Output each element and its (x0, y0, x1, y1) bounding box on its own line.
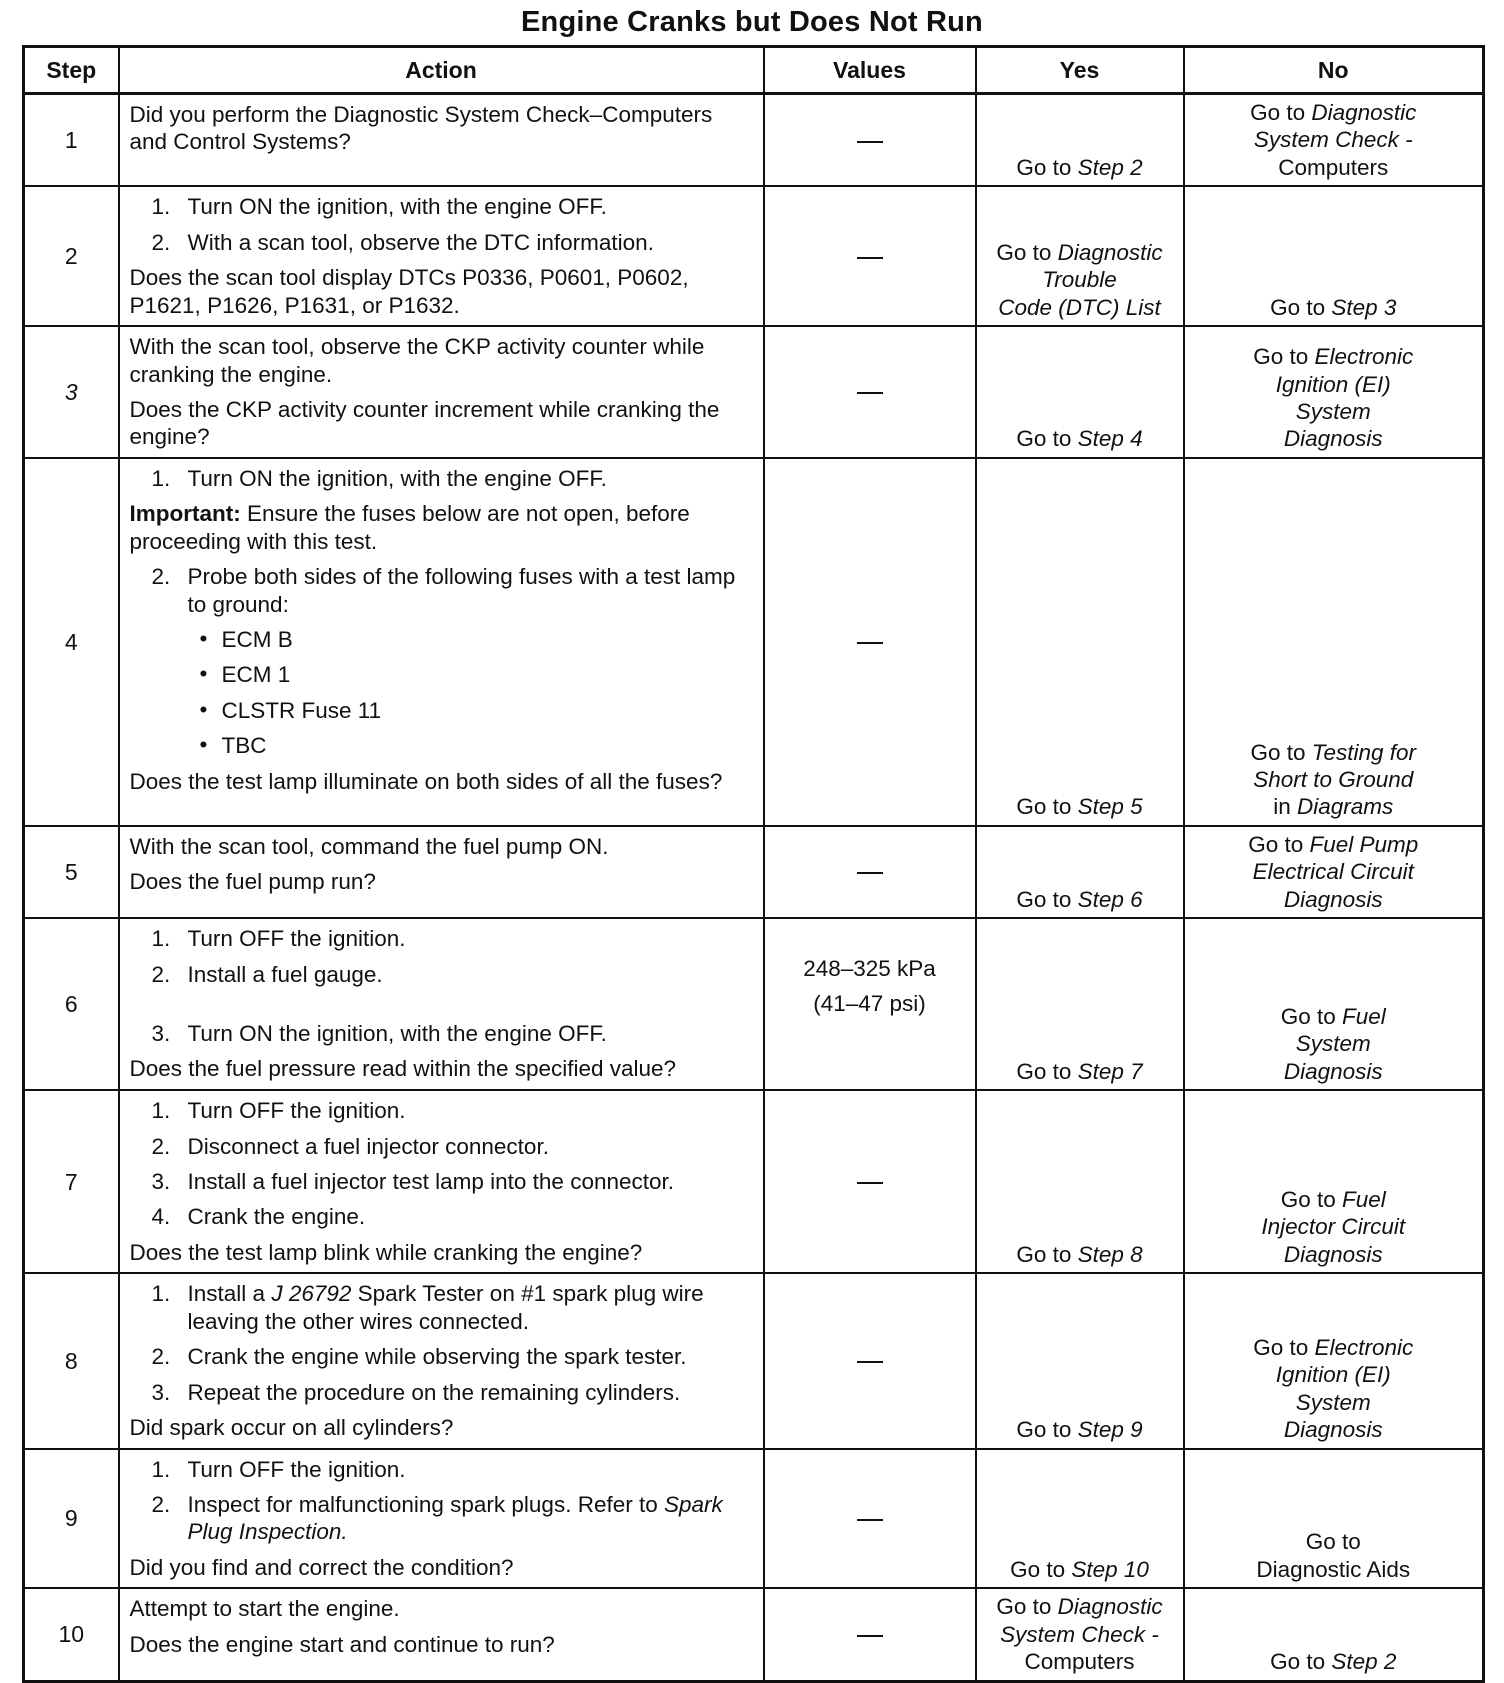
no-link-line[interactable]: Diagnosis (1283, 426, 1383, 452)
action-substep: 2. Inspect for malfunctioning spark plugs. Refer to Spark Plug Inspection. (151, 1491, 723, 1545)
yes-step-link[interactable]: Step 8 (1077, 1241, 1143, 1267)
action-substep: 1. Turn OFF the ignition. (151, 926, 406, 952)
values-cell (764, 458, 976, 826)
no-link-line[interactable]: Short to Ground (1253, 766, 1414, 792)
page-title: Engine Cranks but Does Not Run (521, 6, 983, 38)
fuse-item: • CLSTR Fuse 11 (199, 696, 382, 723)
action-cell (119, 918, 764, 1090)
no-link-line[interactable]: Computers (1278, 154, 1389, 180)
step-number: 7 (24, 1090, 119, 1273)
header-step: Step (24, 47, 119, 94)
no-cell (1184, 1090, 1484, 1273)
empty-value-dash (857, 1519, 883, 1521)
no-cell (1184, 186, 1484, 326)
values-cell (764, 918, 976, 1090)
action-substep: 3. Install a fuel injector test lamp into the connector. (151, 1169, 675, 1194)
action-substep: 2. With a scan tool, observe the DTC information. (151, 229, 654, 255)
table-row (24, 1449, 1484, 1589)
empty-value-dash (857, 642, 883, 644)
no-link-line[interactable]: System Check - (1253, 127, 1413, 153)
go-to-text: Go to (1016, 794, 1072, 820)
action-question: Did you perform the Diagnostic System Check–Computers and Control Systems? (129, 102, 713, 155)
no-link-line[interactable]: Diagrams (1297, 794, 1394, 820)
yes-link-line[interactable]: Trouble (1042, 267, 1117, 293)
empty-value-dash (857, 392, 883, 394)
no-step-link[interactable]: Step 3 (1331, 294, 1397, 320)
go-to-text: Go to (1253, 344, 1309, 370)
empty-value-dash (857, 1182, 883, 1184)
no-cell (1184, 326, 1484, 458)
yes-link-line[interactable]: Diagnostic (1057, 239, 1163, 265)
action-substep: 2. Install a fuel gauge. (151, 961, 383, 987)
fuse-item: • ECM 1 (199, 661, 291, 688)
no-cell (1184, 1449, 1484, 1589)
header-no: No (1184, 47, 1484, 94)
action-cell (119, 458, 764, 826)
go-to-text: Go to (1248, 831, 1304, 857)
no-link-line[interactable]: Fuel (1342, 1003, 1386, 1029)
no-link-line: Go to (1305, 1529, 1361, 1555)
go-to-text: Go to (1016, 154, 1072, 180)
header-action: Action (119, 47, 764, 94)
values-cell (764, 1449, 976, 1589)
go-to-text: Go to (1250, 100, 1306, 125)
action-question: Does the test lamp illuminate on both sides of all the fuses? (129, 768, 723, 794)
action-cell (119, 826, 764, 918)
no-cell (1184, 458, 1484, 826)
empty-value-dash (857, 141, 883, 143)
action-instruction: With the scan tool, observe the CKP activity counter while cranking the engine. (129, 334, 705, 387)
action-substep: 1. Turn OFF the ignition. (151, 1098, 406, 1124)
no-link-line[interactable]: Diagnostic (1311, 100, 1417, 125)
action-substep: 1. Turn ON the ignition, with the engine OFF. (151, 194, 607, 220)
action-question: Does the CKP activity counter increment while cranking the engine? (129, 396, 720, 450)
go-to-text: Go to (1270, 294, 1326, 320)
no-link-line[interactable]: Ignition (EI) (1275, 1362, 1391, 1388)
no-link-line[interactable]: Diagnostic Aids (1256, 1556, 1411, 1582)
fuse-item: • ECM B (199, 626, 293, 652)
tool-reference: J 26792 (271, 1281, 352, 1307)
go-to-text: Go to (1270, 1649, 1326, 1675)
action-instruction: Attempt to start the engine. (129, 1596, 400, 1622)
no-link-line[interactable]: Diagnosis (1283, 1058, 1383, 1084)
action-substep: 3. Repeat the procedure on the remaining cylinders. (151, 1379, 681, 1405)
yes-step-link[interactable]: Step 10 (1071, 1556, 1149, 1582)
action-substep: 2. Probe both sides of the following fuses with a test lamp to ground: (151, 564, 736, 617)
no-link-line[interactable]: Electronic (1314, 344, 1414, 370)
values-cell (764, 1273, 976, 1448)
action-substep: 3. Turn ON the ignition, with the engine OFF. (151, 1021, 607, 1046)
yes-cell (976, 1090, 1184, 1273)
action-instruction: With the scan tool, command the fuel pump ON. (129, 833, 609, 859)
no-link-prefix: in (1273, 794, 1291, 820)
yes-cell (976, 918, 1184, 1090)
go-to-text: Go to (1250, 739, 1306, 765)
action-question: Did spark occur on all cylinders? (129, 1415, 454, 1441)
value-kpa: 248–325 kPa (803, 955, 936, 981)
yes-step-link[interactable]: Step 6 (1077, 886, 1143, 912)
action-question: Does the engine start and continue to run? (129, 1631, 555, 1657)
action-substep: 4. Crank the engine. (151, 1204, 366, 1230)
action-substep: 1. Turn OFF the ignition. (151, 1456, 406, 1482)
header-yes: Yes (976, 47, 1184, 94)
action-cell (119, 94, 764, 187)
yes-link-line[interactable]: System Check - (1000, 1621, 1159, 1647)
table-row (24, 918, 1484, 1090)
no-link-line[interactable]: System (1295, 398, 1371, 424)
no-link-line[interactable]: Fuel Pump (1309, 831, 1419, 857)
action-substep: 2. Disconnect a fuel injector connector. (151, 1133, 549, 1159)
action-cell (119, 1449, 764, 1589)
yes-cell (976, 1449, 1184, 1589)
action-question: Does the fuel pump run? (129, 869, 376, 895)
no-cell (1184, 1273, 1484, 1448)
go-to-text: Go to (1280, 1003, 1336, 1029)
yes-step-link[interactable]: Step 2 (1077, 154, 1143, 180)
go-to-text: Go to (1016, 886, 1072, 912)
no-link-line[interactable]: Diagnosis (1283, 1241, 1383, 1267)
go-to-text: Go to (996, 239, 1052, 265)
step-number: 8 (24, 1273, 119, 1448)
go-to-text: Go to (1280, 1187, 1336, 1212)
no-link-line[interactable]: System (1295, 1389, 1371, 1415)
step-number: 4 (24, 458, 119, 826)
fuse-item: • TBC (199, 732, 267, 759)
table-row (24, 826, 1484, 918)
procedure-reference[interactable]: Spark Plug Inspection. (187, 1491, 723, 1545)
yes-cell (976, 1273, 1184, 1448)
yes-cell (976, 94, 1184, 187)
go-to-text: Go to (1016, 426, 1072, 452)
values-cell (764, 826, 976, 918)
action-question: Does the test lamp blink while cranking the engine? (129, 1239, 643, 1265)
action-question: Does the scan tool display DTCs P0336, P0601, P0602, P1621, P1626, P1631, or P1632. (129, 265, 689, 318)
table-row (24, 186, 1484, 326)
values-cell (764, 1588, 976, 1681)
header-values: Values (764, 47, 976, 94)
no-link-line[interactable]: Diagnosis (1283, 1417, 1383, 1443)
no-link-line[interactable]: Injector Circuit (1261, 1214, 1406, 1240)
step-number: 1 (24, 94, 119, 187)
step-number: 6 (24, 918, 119, 1090)
table-row (24, 94, 1484, 187)
yes-cell (976, 458, 1184, 826)
important-note: Important: Ensure the fuses below are not open, before proceeding with this test. (129, 501, 690, 554)
action-cell (119, 1273, 764, 1448)
yes-step-link[interactable]: Step 7 (1077, 1058, 1143, 1084)
no-cell (1184, 918, 1484, 1090)
table-row (24, 1273, 1484, 1448)
table-row (24, 326, 1484, 458)
action-question: Did you find and correct the condition? (129, 1554, 514, 1580)
table-header-row (24, 47, 1484, 94)
step-number: 10 (24, 1588, 119, 1681)
no-link-line[interactable]: Electrical Circuit (1252, 859, 1414, 885)
yes-step-link[interactable]: Step 5 (1077, 794, 1143, 820)
empty-value-dash (857, 257, 883, 259)
action-cell (119, 186, 764, 326)
table-row (24, 1090, 1484, 1273)
yes-cell (976, 826, 1184, 918)
no-link-line[interactable]: System (1295, 1031, 1371, 1057)
empty-value-dash (857, 872, 883, 874)
values-cell (764, 94, 976, 187)
table-row (24, 458, 1484, 826)
table-row (24, 1588, 1484, 1681)
values-cell (764, 326, 976, 458)
no-cell (1184, 94, 1484, 187)
no-link-line[interactable]: Fuel (1342, 1187, 1386, 1212)
action-cell (119, 326, 764, 458)
values-cell (764, 186, 976, 326)
no-step-link[interactable]: Step 2 (1331, 1649, 1397, 1675)
go-to-text: Go to (1016, 1241, 1072, 1267)
yes-step-link[interactable]: Step 9 (1077, 1417, 1143, 1443)
yes-cell (976, 186, 1184, 326)
go-to-text: Go to (1016, 1417, 1072, 1443)
go-to-text: Go to (1016, 1058, 1072, 1084)
step-number: 9 (24, 1449, 119, 1589)
action-question: Does the fuel pressure read within the specified value? (129, 1056, 677, 1082)
diagnostic-table (22, 45, 1485, 1683)
no-link-line[interactable]: Ignition (EI) (1275, 371, 1391, 397)
action-cell (119, 1090, 764, 1273)
yes-link-line[interactable]: Computers (1024, 1649, 1135, 1675)
value-psi: (41–47 psi) (813, 991, 926, 1017)
yes-cell (976, 326, 1184, 458)
no-cell (1184, 1588, 1484, 1681)
go-to-text: Go to (996, 1594, 1052, 1620)
no-link-line[interactable]: Testing for (1311, 739, 1417, 765)
yes-cell (976, 1588, 1184, 1681)
no-link-line[interactable]: Diagnosis (1283, 886, 1383, 912)
no-link-line[interactable]: Electronic (1314, 1334, 1414, 1360)
yes-step-link[interactable]: Step 4 (1077, 426, 1143, 452)
values-cell (764, 1090, 976, 1273)
step-number: 2 (24, 186, 119, 326)
no-cell (1184, 826, 1484, 918)
yes-link-line[interactable]: Code (DTC) List (998, 294, 1161, 320)
action-cell (119, 1588, 764, 1681)
go-to-text: Go to (1010, 1556, 1066, 1582)
go-to-text: Go to (1253, 1334, 1309, 1360)
empty-value-dash (857, 1361, 883, 1363)
action-substep: 1. Turn ON the ignition, with the engine OFF. (151, 465, 607, 491)
empty-value-dash (857, 1635, 883, 1637)
step-number: 3 (24, 326, 119, 458)
step-number: 5 (24, 826, 119, 918)
yes-link-line[interactable]: Diagnostic (1057, 1594, 1163, 1620)
action-substep: 2. Crank the engine while observing the spark tester. (151, 1344, 687, 1370)
action-substep: 1. Install a J 26792 Spark Tester on #1 spark plug wire leaving the other wires connected. (151, 1281, 704, 1334)
